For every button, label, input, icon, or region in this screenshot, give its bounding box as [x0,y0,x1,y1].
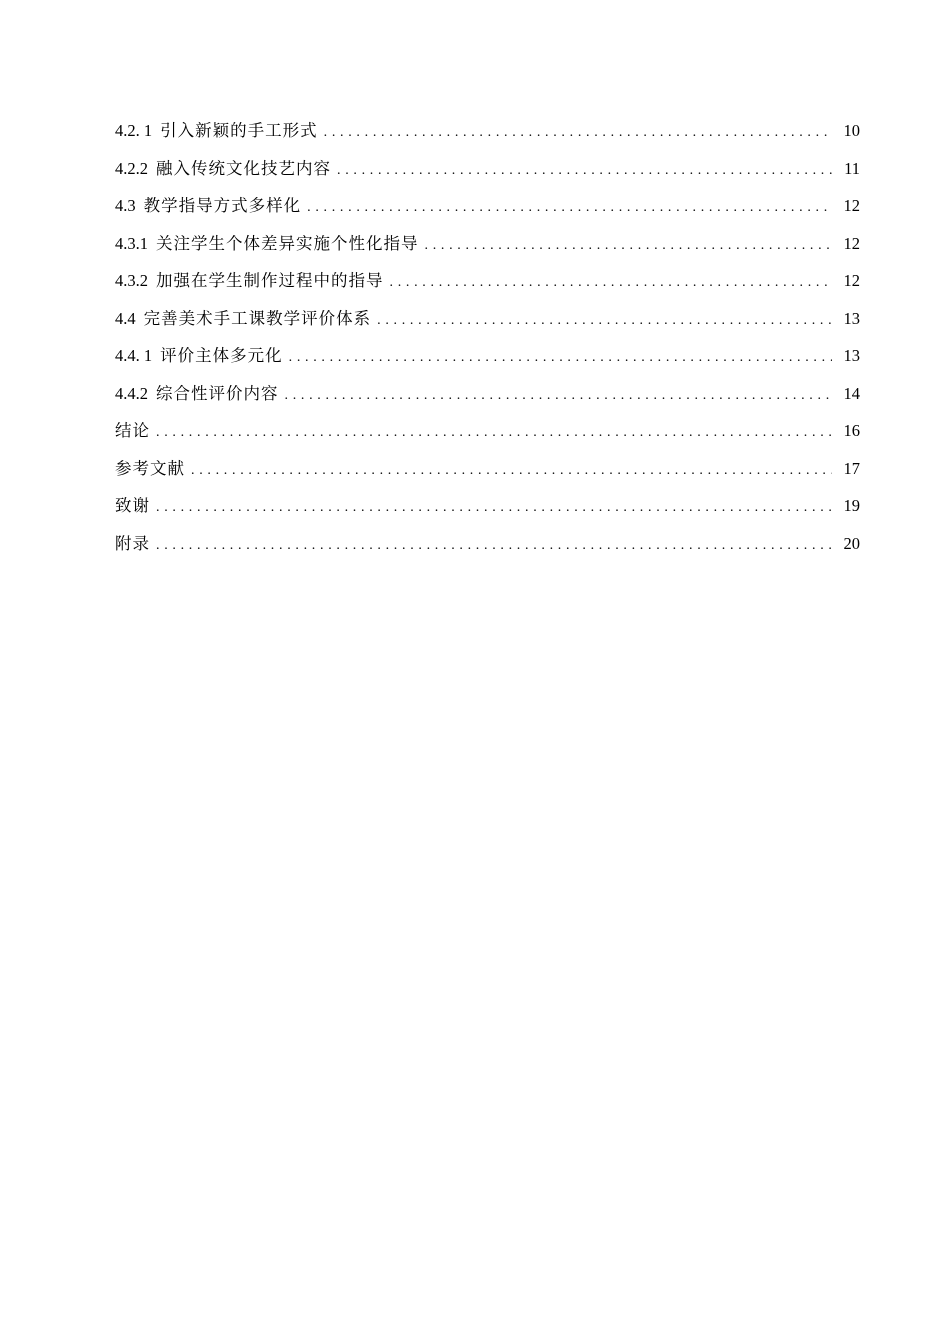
toc-dot-leader [156,420,832,446]
toc-entry-4-2-1[interactable] [115,118,860,156]
table-of-contents [115,118,860,568]
toc-entry-4-3[interactable] [115,193,860,231]
toc-entry-references[interactable] [115,456,860,494]
toc-entry-number: 4.3 [115,196,136,215]
toc-entry-page: 20 [843,533,860,553]
toc-entry-title: 融入传统文化技艺内容 [156,158,331,178]
toc-dot-leader [285,383,833,409]
toc-dot-leader [337,158,832,184]
toc-entry-title: 引入新颖的手工形式 [160,121,318,140]
toc-entry-title: 致谢 [115,496,150,515]
toc-entry-page: 17 [843,458,860,478]
toc-dot-leader [324,120,832,146]
toc-entry-4-4[interactable] [115,306,860,344]
toc-entry-appendix[interactable] [115,531,860,569]
toc-entry-number: 4.3.2 [115,271,148,290]
toc-entry-4-3-2[interactable] [115,268,860,306]
toc-dot-leader [156,495,832,521]
toc-entry-page: 10 [843,121,860,140]
toc-dot-leader [377,308,832,334]
toc-dot-leader [191,458,832,484]
toc-dot-leader [156,533,832,559]
toc-entry-page: 13 [843,346,860,365]
toc-dot-leader [390,270,833,296]
toc-entry-title: 综合性评价内容 [156,383,279,403]
toc-dot-leader [289,345,832,371]
toc-entry-page: 13 [843,308,860,328]
toc-entry-page: 16 [843,421,860,440]
toc-entry-page: 12 [843,233,860,253]
toc-entry-title: 评价主体多元化 [160,346,283,365]
toc-entry-4-3-1[interactable] [115,231,860,269]
toc-entry-number: 4.2.2 [115,158,148,178]
toc-entry-page: 14 [843,383,860,403]
toc-entry-conclusion[interactable] [115,418,860,456]
toc-entry-number: 4.2. 1 [115,121,153,140]
toc-entry-acknowledgements[interactable] [115,493,860,531]
toc-entry-4-4-1[interactable] [115,343,860,381]
toc-entry-title: 结论 [115,421,150,440]
toc-entry-title: 完善美术手工课教学评价体系 [143,308,372,328]
toc-entry-4-2-2[interactable] [115,156,860,194]
toc-entry-4-4-2[interactable] [115,381,860,419]
toc-entry-page: 12 [843,271,860,290]
toc-entry-title: 教学指导方式多样化 [143,196,302,215]
toc-entry-title: 关注学生个体差异实施个性化指导 [156,233,419,253]
toc-dot-leader [425,233,833,259]
toc-entry-number: 4.4. 1 [115,346,153,365]
toc-entry-title: 加强在学生制作过程中的指导 [156,271,384,290]
toc-entry-title: 参考文献 [115,458,185,478]
toc-dot-leader [307,195,832,221]
toc-entry-title: 附录 [115,533,150,553]
toc-entry-page: 19 [843,496,860,515]
toc-entry-number: 4.4.2 [115,383,148,403]
toc-entry-number: 4.3.1 [115,233,148,253]
toc-entry-page: 11 [844,158,860,178]
toc-entry-page: 12 [843,196,860,215]
toc-entry-number: 4.4 [115,308,136,328]
